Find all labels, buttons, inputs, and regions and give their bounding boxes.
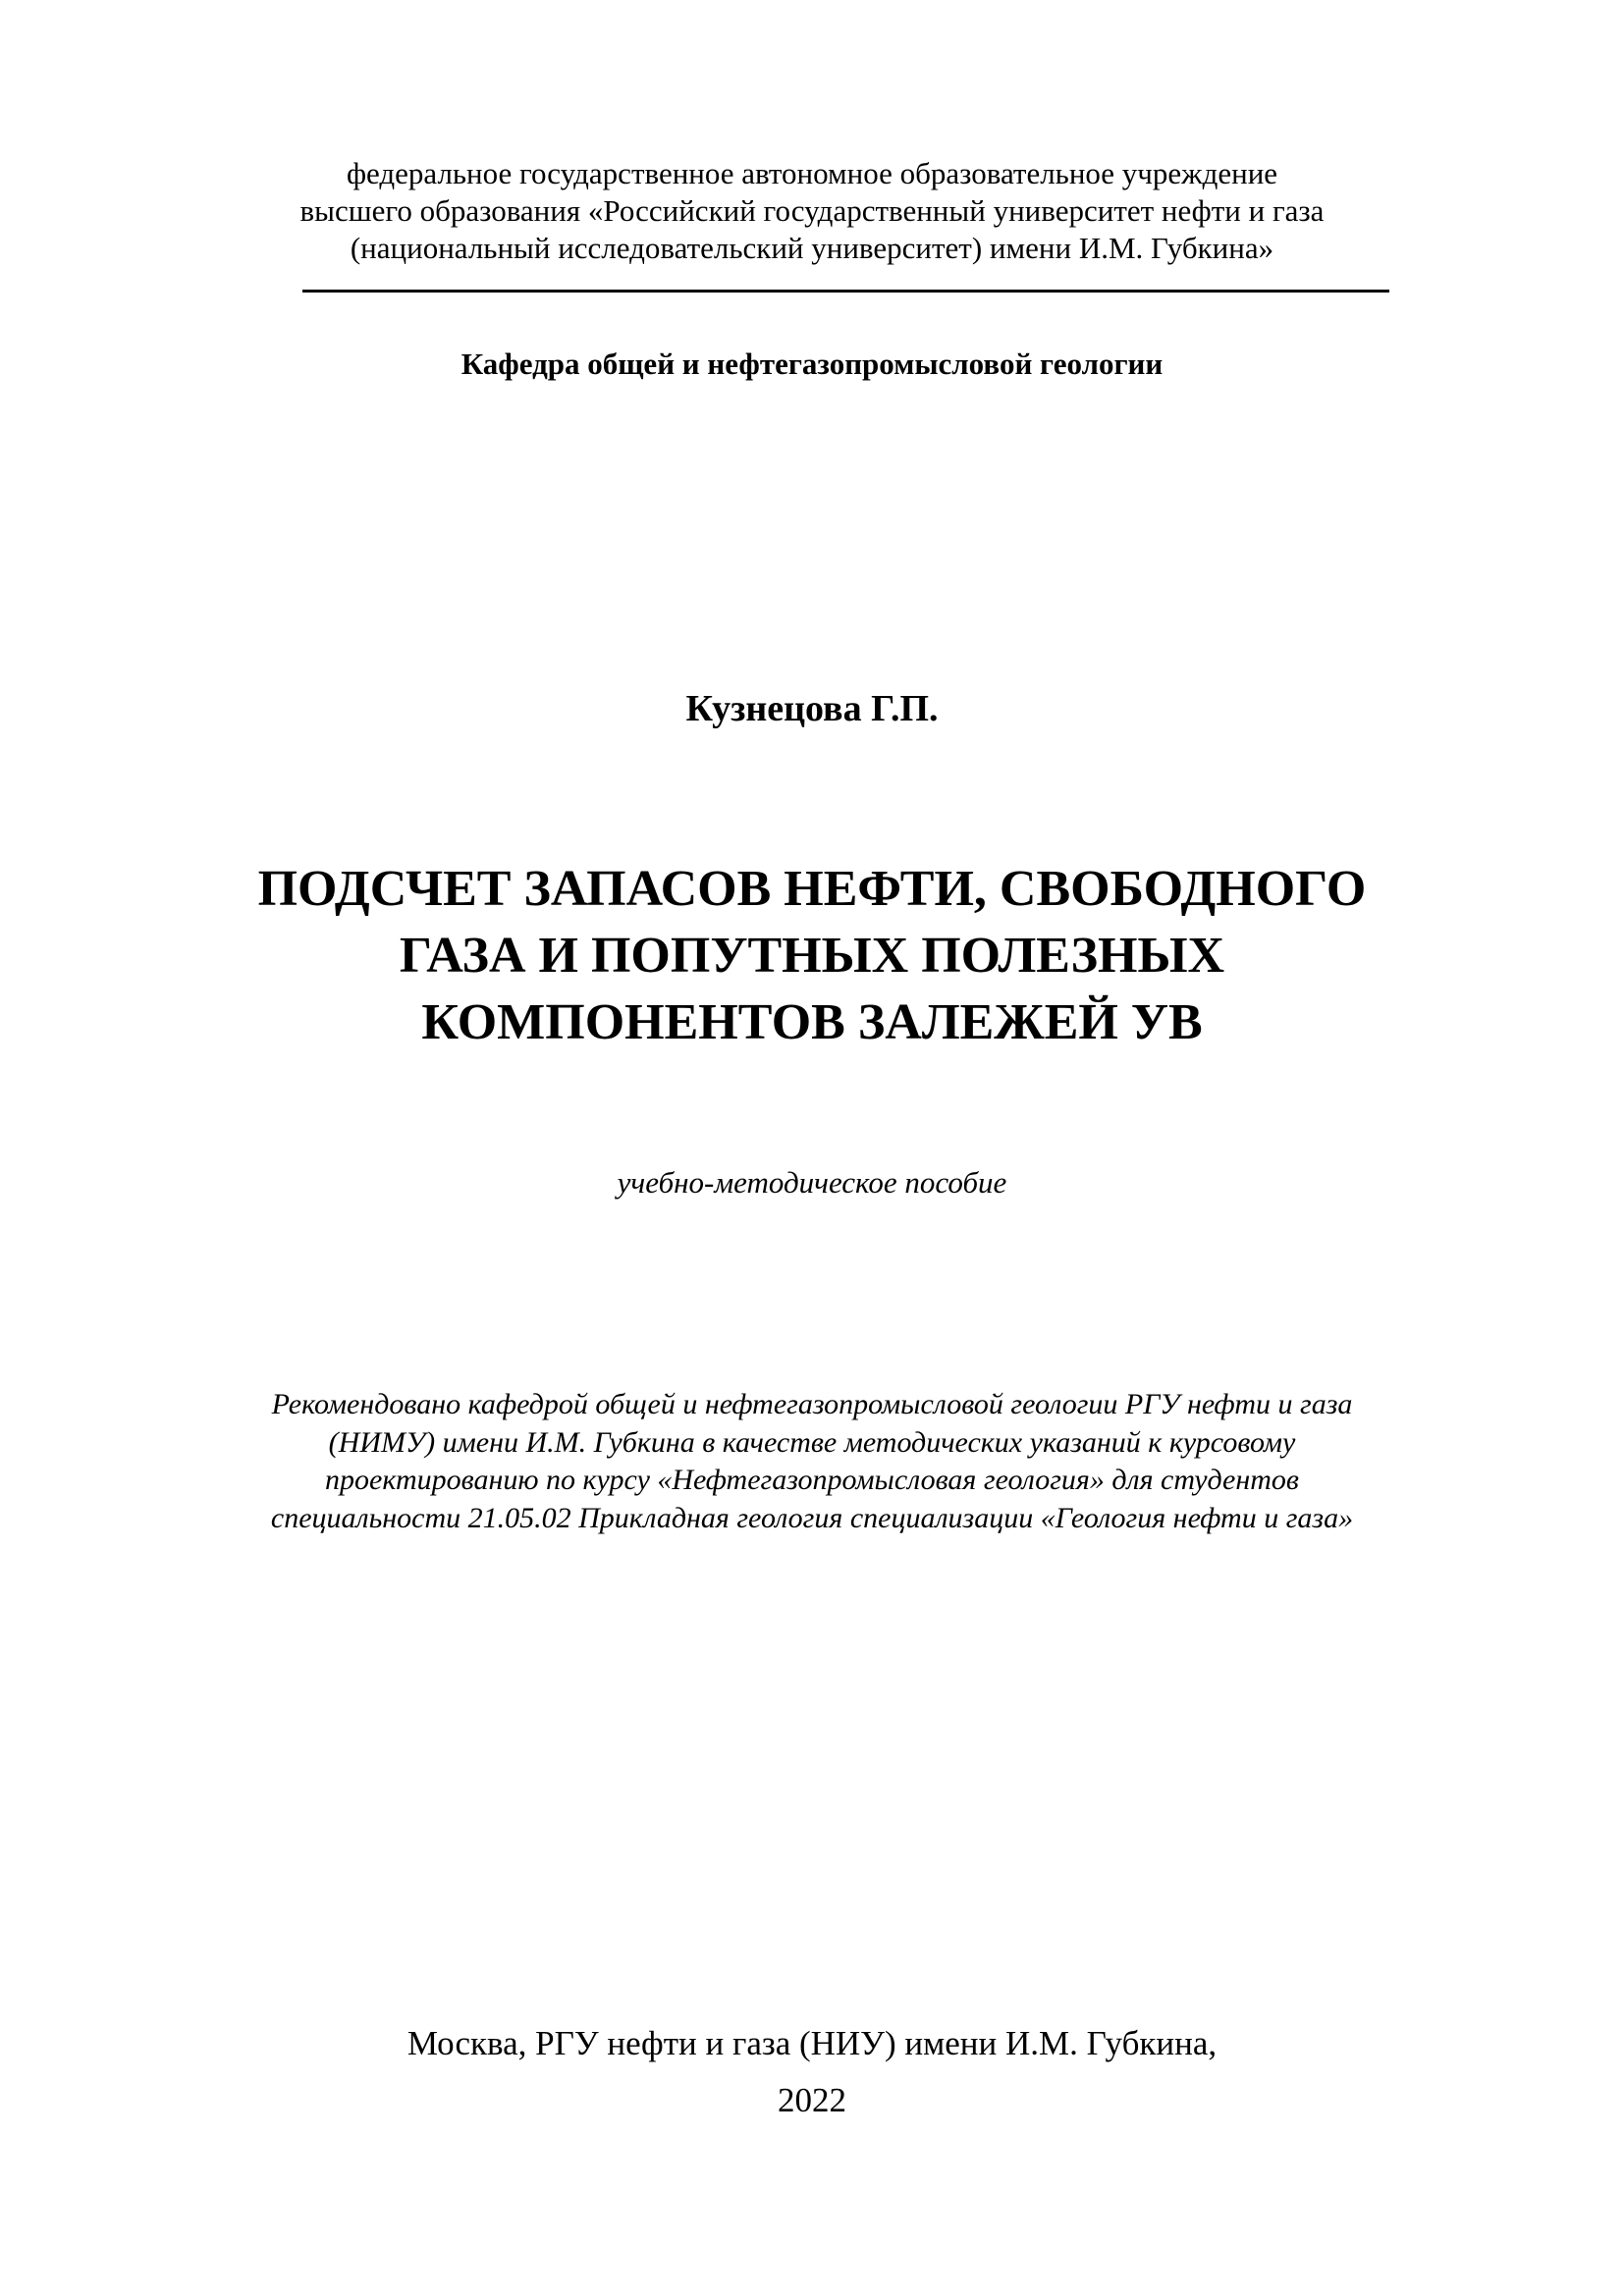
title-line-2: ГАЗА И ПОПУТНЫХ ПОЛЕЗНЫХ (399, 928, 1225, 984)
recommendation-line-3: проектированию по курсу «Нефтегазопромысловая геология» для студентов (325, 1464, 1299, 1496)
institution-name (0, 155, 1624, 267)
imprint-year: 2022 (778, 2081, 846, 2119)
recommendation-note (0, 1386, 1624, 1537)
recommendation-line-2: (НИМУ) имени И.М. Губкина в качестве методических указаний к курсовому (328, 1425, 1296, 1459)
department-name: Кафедра общей и нефтегазопромысловой геологии (460, 347, 1164, 381)
author-name: Кузнецова Г.П. (685, 688, 939, 729)
recommendation-line-4: специальности 21.05.02 Прикладная геология специализации «Геология нефти и газа» (270, 1501, 1354, 1534)
imprint-place-publisher: Москва, РГУ нефти и газа (НИУ) имени И.М. Губкина, (406, 2024, 1218, 2062)
imprint (0, 2015, 1624, 2129)
header-divider (302, 290, 1389, 293)
title-line-3: КОМПОНЕНТОВ ЗАЛЕЖЕЙ УВ (421, 994, 1203, 1050)
institution-line-1: федеральное государственное автономное образовательное учреждение (346, 156, 1278, 190)
title-line-1: ПОДСЧЕТ ЗАПАСОВ НЕФТИ, СВОБОДНОГО (257, 861, 1367, 917)
document-title (0, 856, 1624, 1056)
document-type: учебно-методическое пособие (617, 1165, 1007, 1200)
institution-line-2: высшего образования «Российский государственный университет нефти и газа (299, 193, 1325, 228)
institution-line-3: (национальный исследовательский университет) имени И.М. Губкина» (350, 231, 1274, 265)
recommendation-line-1: Рекомендовано кафедрой общей и нефтегазопромысловой геологии РГУ нефти и газа (271, 1388, 1353, 1420)
